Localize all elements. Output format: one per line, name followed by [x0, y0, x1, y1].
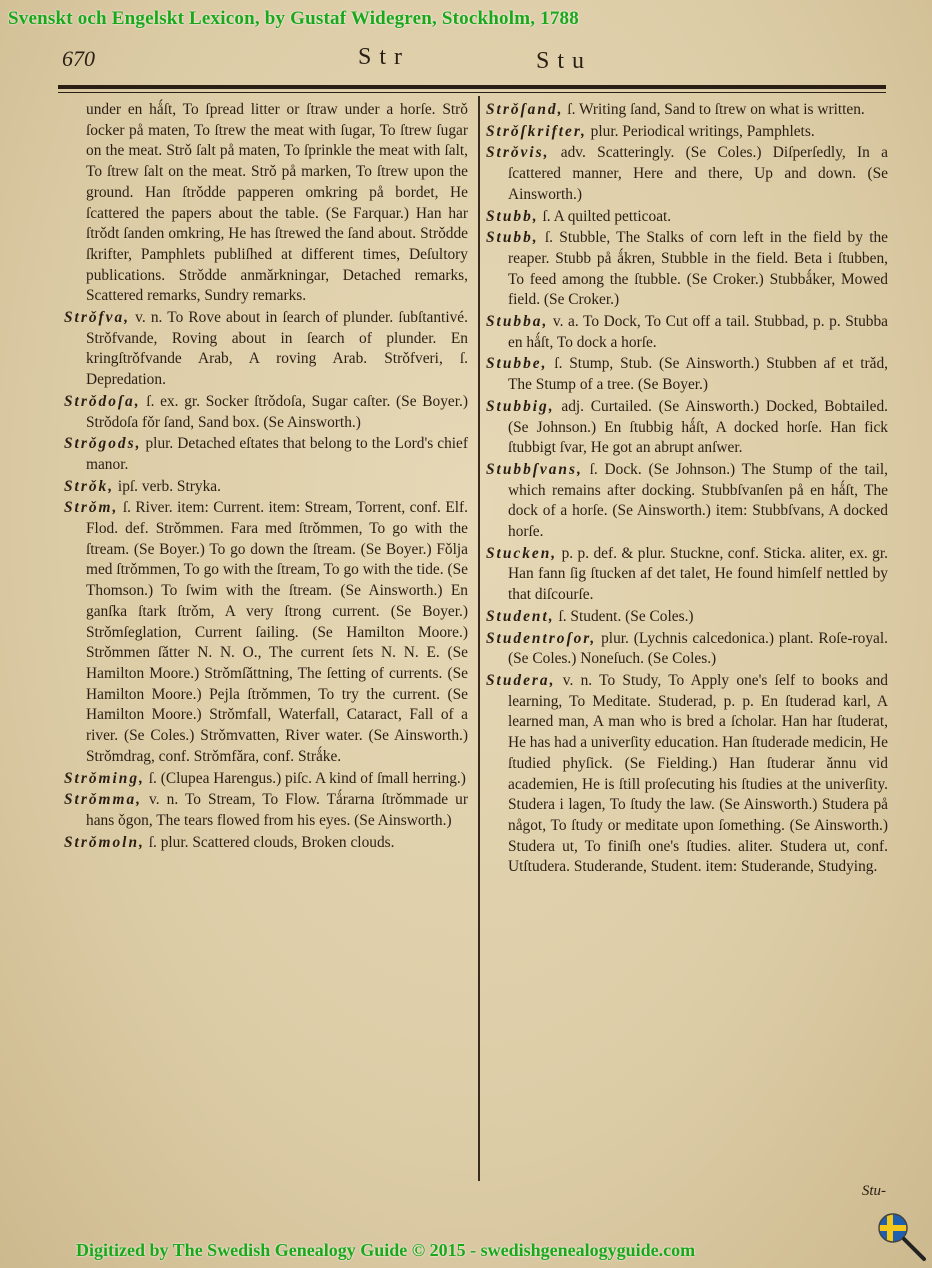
entry-text: plur. Detached eſtates that belong to the Lord's chief manor. [86, 435, 468, 473]
entry-text: v. n. To Stream, To Flow. Tǻrarna ſtrǒmmade ur hans ǒgon, The tears flowed from his eyes. (Se Ainsworth.) [86, 791, 468, 829]
entry-headword: Stubbſvans, [486, 460, 583, 478]
entry-headword: Strǒgods, [64, 435, 142, 453]
entry-text: ſ. Dock. (Se Johnson.) The Stump of the tail, which remains after docking. Stubbſvanſen på en hǻſt, The dock of a horſe. (Se Ainsworth.) item: Stubbſvans, A docked horſe. [508, 460, 888, 541]
dictionary-entry [64, 833, 468, 854]
dictionary-entry [486, 607, 888, 628]
running-head-left: Str [358, 44, 411, 70]
entry-headword: Stubba, [486, 313, 549, 331]
dictionary-entry [486, 671, 888, 878]
entry-headword: Strǒm, [64, 499, 119, 517]
column-divider [478, 96, 480, 1181]
entry-headword: Stubb, [486, 229, 539, 247]
entry-text: v. a. To Dock, To Cut off a tail. Stubbad, p. p. Stubba en hǻſt, To dock a horſe. [508, 313, 888, 351]
entry-text: v. n. To Rove about in ſearch of plunder. ſubſtantivé. Strǒfvande, Roving about in ſearch of plunder. En kringſtrǒfvande Arab, A roving Arab. Strǒfveri, ſ. Depredation. [86, 309, 468, 389]
dictionary-entry [486, 544, 888, 606]
entry-text: under en hǻſt, To ſpread litter or ſtraw under a horſe. Strǒ ſocker på maten, To ſtrew the meat with ſugar, To ſtrew ſugar on the meat. Strǒ ſalt på maten, To ſprinkle the meat with ſalt, To ſtrew ſalt on the meat. Strǒ på marken, To ſtrew upon the ground. Han ſtrǒdde papperen omkring på bordet, He ſcattered the papers about the table. (Se Farquar.) Han har ſtrǒdt ſanden omkring, He has ſtrewed the ſand about. Strǒdde ſkrifter, Pamphlets publiſhed at different times, Deſultory publications. Strǒdde anmǎrkningar, Detached remarks, Scattered remarks, Sundry remarks. [86, 101, 468, 305]
header-rule-thin [58, 92, 886, 93]
entry-text: ſ. Stubble, The Stalks of corn left in the field by the reaper. Stubb på ǻkren, Stubble in the field. Beta i ſtubben, To feed among the ſtubble. (Se Croker.) Stubbǻker, Mowed field. (Se Croker.) [508, 229, 888, 309]
entry-text: ipſ. verb. Stryka. [114, 477, 221, 495]
entry-text: v. n. To Study, To Apply one's ſelf to books and learning, To Meditate. Studerad, p. p. En ſtuderad karl, A learned man, A man who is bred a ſcholar. Han har ſtuderat, He has had a univerſity education. Han ſtuderade medicin, He ſtudied phyſick. (Se Fielding.) Han ſtuderar ǎnnu vid academien, He is ſtill proſecuting his ſtudies at the univerſity. Studera i lagen, To ſtudy the law. (Se Ainsworth.) Studera på något, To ſtudy or meditate upon ſomething. (Se Ainsworth.) Studera ut, To finiſh one's ſtudies. aliter. Studera ut, conf. Utſtudera. Studerande, Student. item: Studerande, Studying. [508, 671, 888, 876]
entry-headword: Stubb, [486, 207, 539, 225]
dictionary-entry [486, 397, 888, 459]
dictionary-entry [486, 143, 888, 205]
entry-text: plur. Periodical writings, Pamphlets. [586, 122, 815, 140]
dictionary-entry [486, 460, 888, 543]
catchword: Stu- [861, 1183, 886, 1199]
top-banner: Svenskt och Engelskt Lexicon, by Gustaf Widegren, Stockholm, 1788 [8, 8, 579, 29]
dictionary-entry [64, 790, 468, 831]
magnifier-icon [878, 1213, 928, 1263]
header-rule [58, 85, 886, 89]
entry-text: ſ. ex. gr. Socker ſtrǒdoſa, Sugar caſter. (Se Boyer.) Strǒdoſa fǒr ſand, Sand box. (Se Ainsworth.) [86, 392, 468, 431]
entry-headword: Strǒmoln, [64, 833, 145, 851]
dictionary-entry [64, 100, 468, 307]
entry-text: ſ. Writing ſand, Sand to ſtrew on what is written. [563, 101, 865, 118]
dictionary-entry [486, 207, 888, 228]
entry-headword: Strǒmma, [64, 791, 143, 809]
entry-text: ſ. A quilted petticoat. [538, 207, 672, 225]
dictionary-entry [486, 228, 888, 311]
entry-text: ſ. Student. (Se Coles.) [554, 607, 694, 625]
dictionary-entry [486, 354, 888, 395]
page-number: 670 [62, 46, 95, 71]
entry-text: adv. Scatteringly. (Se Coles.) Diſperſedly, In a ſcattered manner, Here and there, Up and down. (Se Ainsworth.) [508, 144, 888, 203]
bottom-banner: Digitized by The Swedish Genealogy Guide © 2015 - swedishgenealogyguide.com [76, 1240, 696, 1260]
left-column [64, 100, 468, 854]
entry-headword: Studentroſor, [486, 629, 597, 647]
entry-headword: Strǒfva, [64, 309, 131, 327]
entry-text: ſ. plur. Scattered clouds, Broken clouds. [144, 833, 395, 851]
entry-text: ſ. River. item: Current. item: Stream, Torrent, conf. Elf. Flod. def. Strǒmmen. Fara med ſtrǒmmen, To go with the ſtream. (Se Boyer.) To go down the ſtream. (Se Boyer.) Fǒlja med ſtrǒmmen, To go with the ſtream, To go with the tide. (Se Thomson.) To ſwim with the ſtream. (Se Ainsworth.) En ganſka ſtark ſtrǒm, A very ſtrong current. (Se Boyer.) Strǒmſeglation, Current ſailing. (Se Hamilton Moore.) Strǒmmen ſǎtter N. N. O., The current ſets N. N. E. (Se Hamilton Moore.) Strǒmſǎttning, The ſetting of currents. (Se Hamilton Moore.) Pejla ſtrǒmmen, To try the current. (Se Hamilton Moore.) Strǒmfall, Waterfall, Cataract, Fall of a river. (Se Coles.) Strǒmvatten, River water. (Se Ainsworth.) Strǒmdrag, conf. Strǒmfǎra, conf. Strǻke. [86, 499, 468, 765]
entry-headword: Stubbe, [486, 355, 548, 373]
entry-headword: Stubbig, [486, 397, 555, 415]
dictionary-entry [486, 100, 888, 121]
entry-headword: Studera, [486, 671, 556, 689]
entry-text: adj. Curtailed. (Se Ainsworth.) Docked, Bobtailed. (Se Johnson.) En ſtubbig hǻſt, A docked horſe. Han fick ſtubbigt ſvar, He got an abrupt anſwer. [508, 397, 888, 457]
right-column [486, 100, 888, 879]
dictionary-entry [486, 629, 888, 670]
entry-text: plur. (Lychnis calcedonica.) plant. Roſe-royal. (Se Coles.) Noneſuch. (Se Coles.) [508, 629, 888, 668]
dictionary-entry [486, 122, 888, 143]
entry-headword: Strǒſkrifter, [486, 122, 587, 140]
entry-headword: Student, [486, 607, 555, 625]
running-head-right: Stu [536, 48, 593, 74]
dictionary-entry [64, 308, 468, 391]
entry-headword: Strǒſand, [486, 101, 564, 118]
entry-headword: Stucken, [486, 544, 558, 562]
entry-headword: Strǒk, [64, 477, 115, 495]
entry-text: ſ. Stump, Stub. (Se Ainsworth.) Stubben af et trǎd, The Stump of a tree. (Se Boyer.) [508, 355, 888, 394]
dictionary-entry [64, 769, 468, 790]
entry-text: ſ. (Clupea Harengus.) piſc. A kind of ſmall herring.) [144, 769, 466, 787]
dictionary-entry [64, 498, 468, 767]
dictionary-entry [64, 392, 468, 433]
dictionary-entry [64, 477, 468, 498]
entry-headword: Strǒdoſa, [64, 392, 141, 410]
dictionary-entry [486, 312, 888, 353]
entry-text: p. p. def. & plur. Stuckne, conf. Sticka. aliter, ex. gr. Han fann ſig ſtucken af det talet, He found himſelf nettled by that diſcourſe. [508, 544, 888, 604]
entry-headword: Strǒming, [64, 769, 145, 787]
dictionary-entry [64, 434, 468, 475]
entry-headword: Strǒvis, [486, 144, 550, 162]
